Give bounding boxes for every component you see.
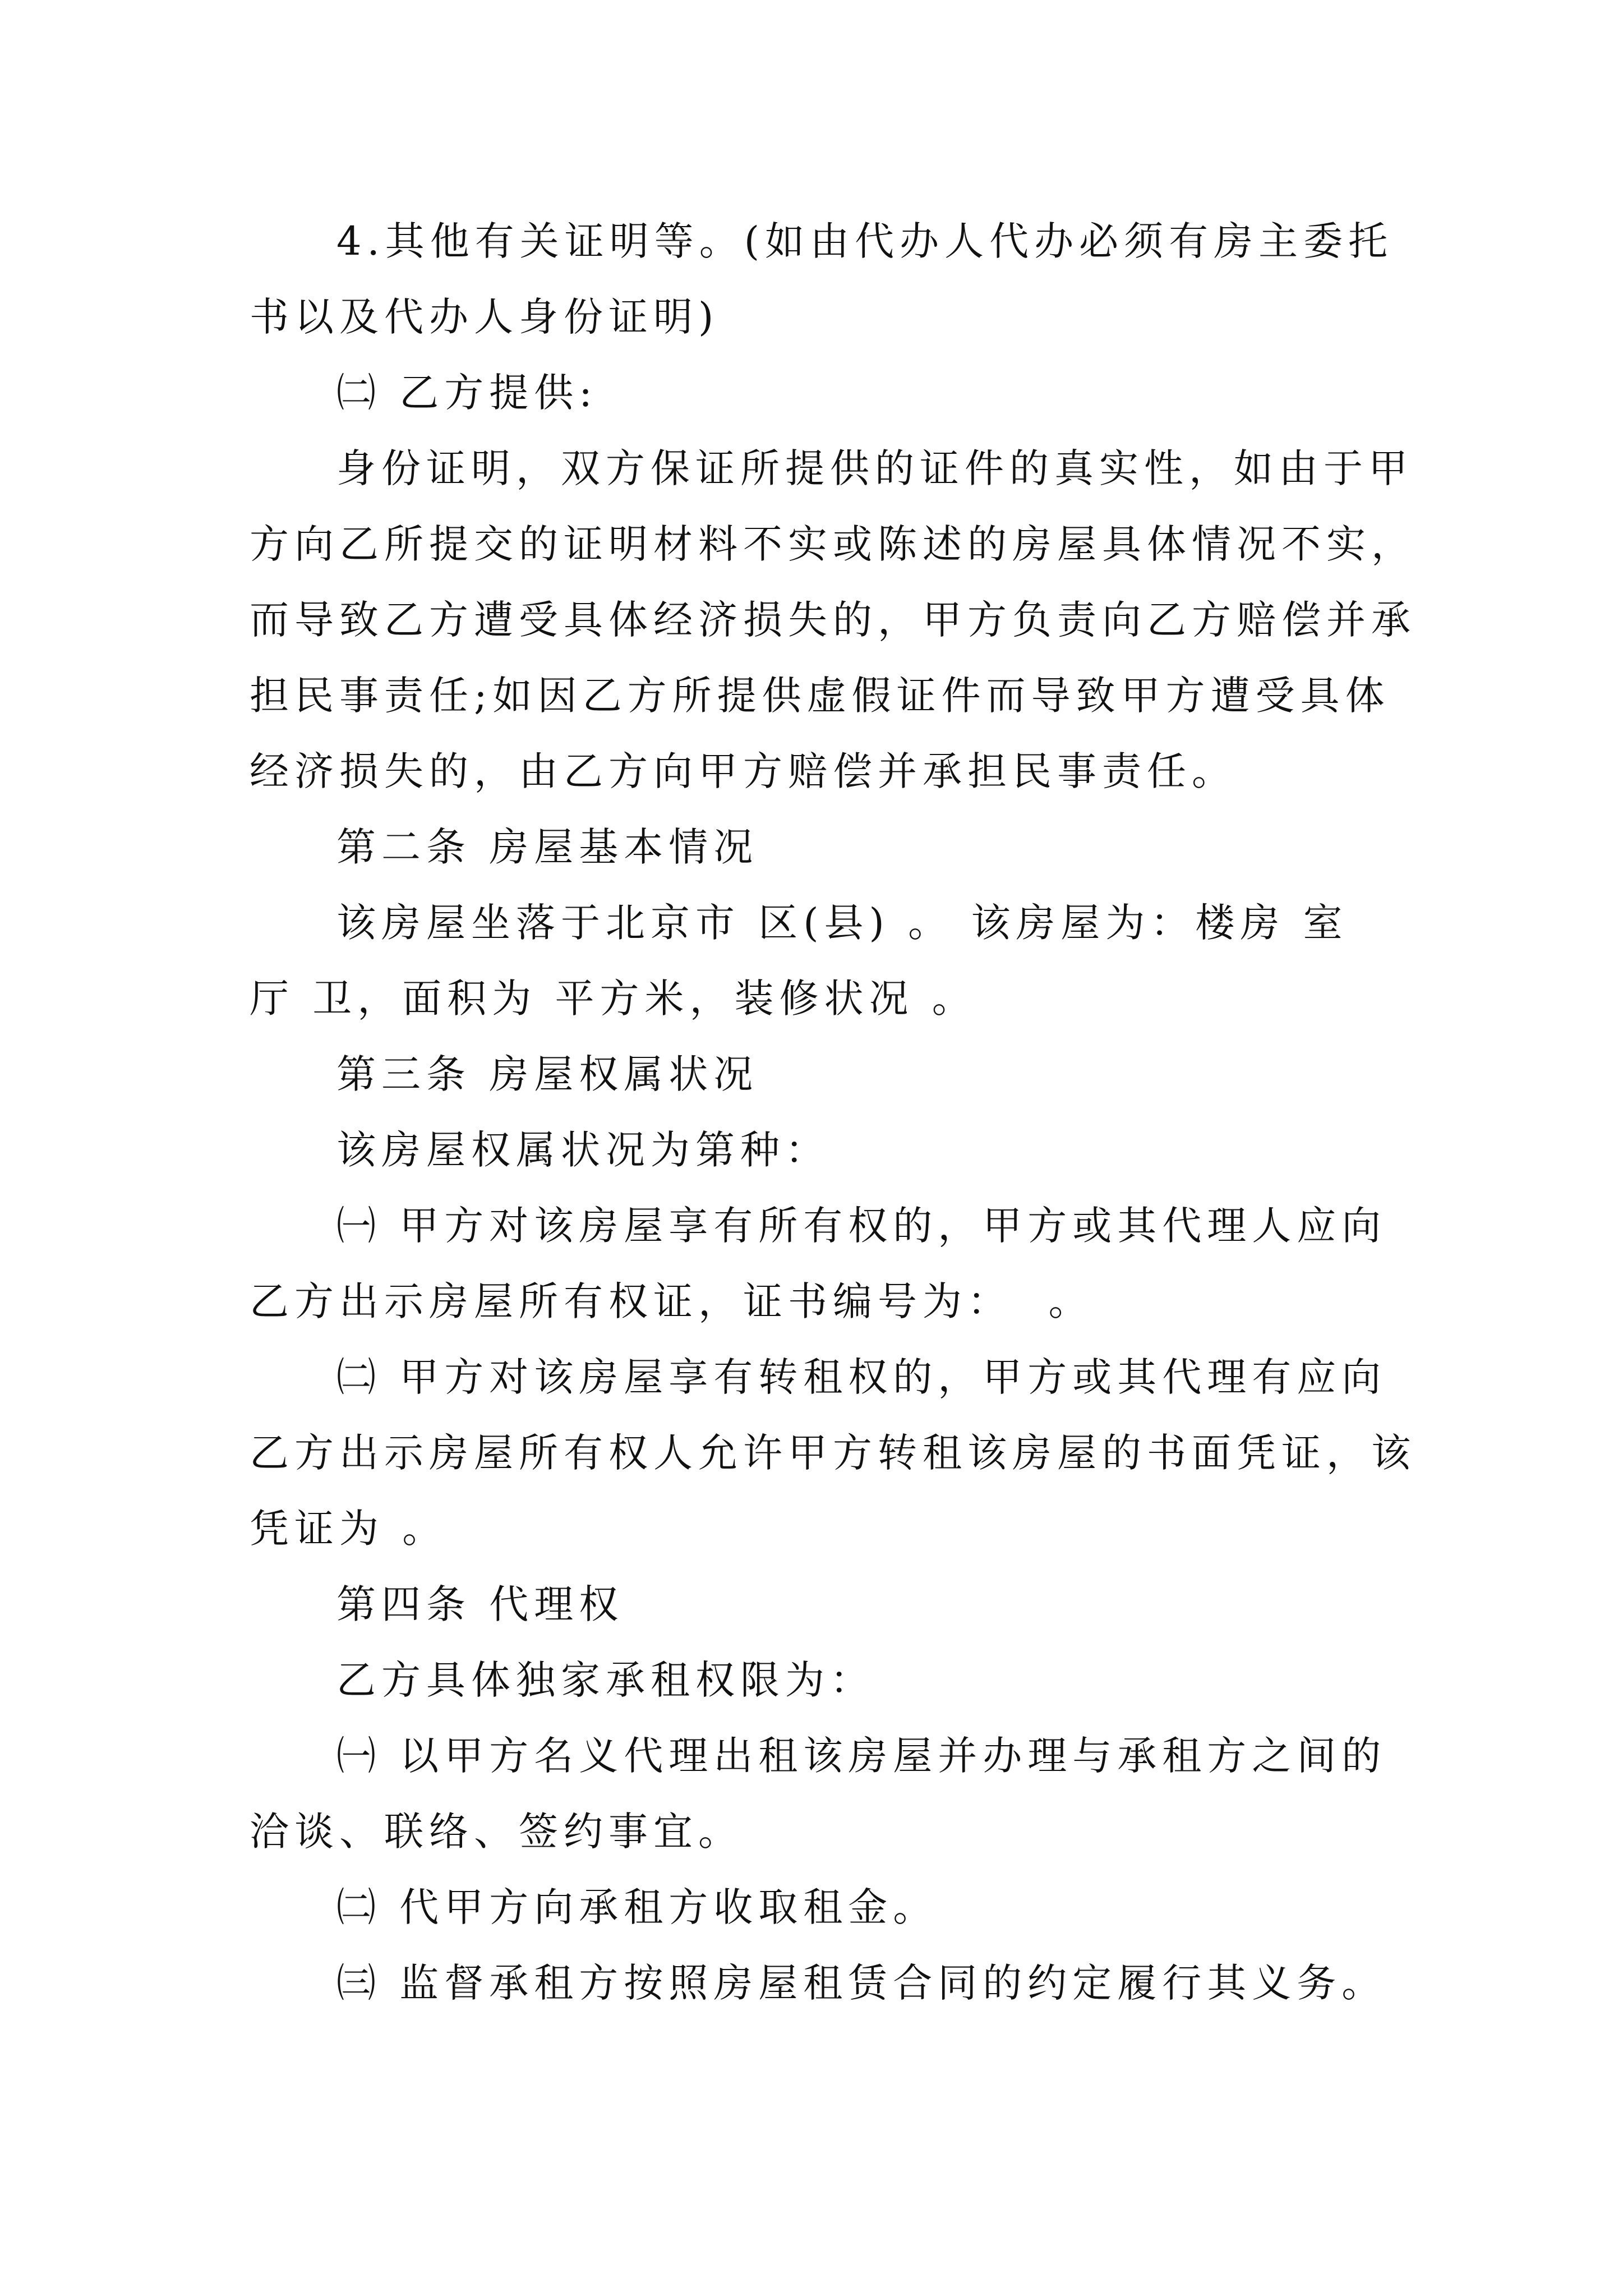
paragraph-line: 乙方具体独家承租权限为： <box>336 1657 875 1703</box>
paragraph-line: 乙方出示房屋所有权证，证书编号为： 。 <box>250 1278 1094 1324</box>
paragraph-line: 方向乙所提交的证明材料不实或陈述的房屋具体情况不实， <box>250 521 1416 567</box>
section-heading: 第四条 代理权 <box>336 1581 624 1627</box>
paragraph-line: ㈠ 甲方对该房屋享有所有权的，甲方或其代理人应向 <box>336 1203 1387 1249</box>
paragraph-line: 厅 卫，面积为 平方米，装修状况 。 <box>250 976 977 1022</box>
section-heading: 第三条 房屋权属状况 <box>336 1051 759 1097</box>
paragraph-line: 经济损失的，由乙方向甲方赔偿并承担民事责任。 <box>250 748 1237 794</box>
paragraph-line: ㈡ 甲方对该房屋享有转租权的，甲方或其代理有应向 <box>336 1354 1387 1400</box>
paragraph-line: 担民事责任;如因乙方所提供虚假证件而导致甲方遭受具体 <box>250 673 1390 719</box>
paragraph-line: 洽谈、联络、签约事宜。 <box>250 1809 743 1855</box>
section-heading: 第二条 房屋基本情况 <box>336 824 759 870</box>
paragraph-line: ㈡ 乙方提供: <box>336 370 598 416</box>
paragraph-line: 书以及代办人身份证明) <box>250 294 720 340</box>
paragraph-line: 该房屋权属状况为第种： <box>336 1127 830 1173</box>
paragraph-line: 该房屋坐落于北京市 区(县) 。 该房屋为：楼房 室 <box>336 900 1348 946</box>
paragraph-line: ㈢ 监督承租方按照房屋租赁合同的约定履行其义务。 <box>336 1960 1387 2006</box>
paragraph-line: 4.其他有关证明等。(如由代办人代办必须有房主委托 <box>336 218 1394 264</box>
paragraph-line: 身份证明，双方保证所提供的证件的真实性，如由于甲 <box>336 445 1413 491</box>
paragraph-line: ㈠ 以甲方名义代理出租该房屋并办理与承租方之间的 <box>336 1733 1387 1779</box>
paragraph-line: 凭证为 。 <box>250 1506 448 1552</box>
paragraph-line: 而导致乙方遭受具体经济损失的，甲方负责向乙方赔偿并承 <box>250 597 1416 643</box>
paragraph-line: ㈡ 代甲方向承租方收取租金。 <box>336 1884 938 1930</box>
paragraph-line: 乙方出示房屋所有权人允许甲方转租该房屋的书面凭证，该 <box>250 1430 1416 1476</box>
